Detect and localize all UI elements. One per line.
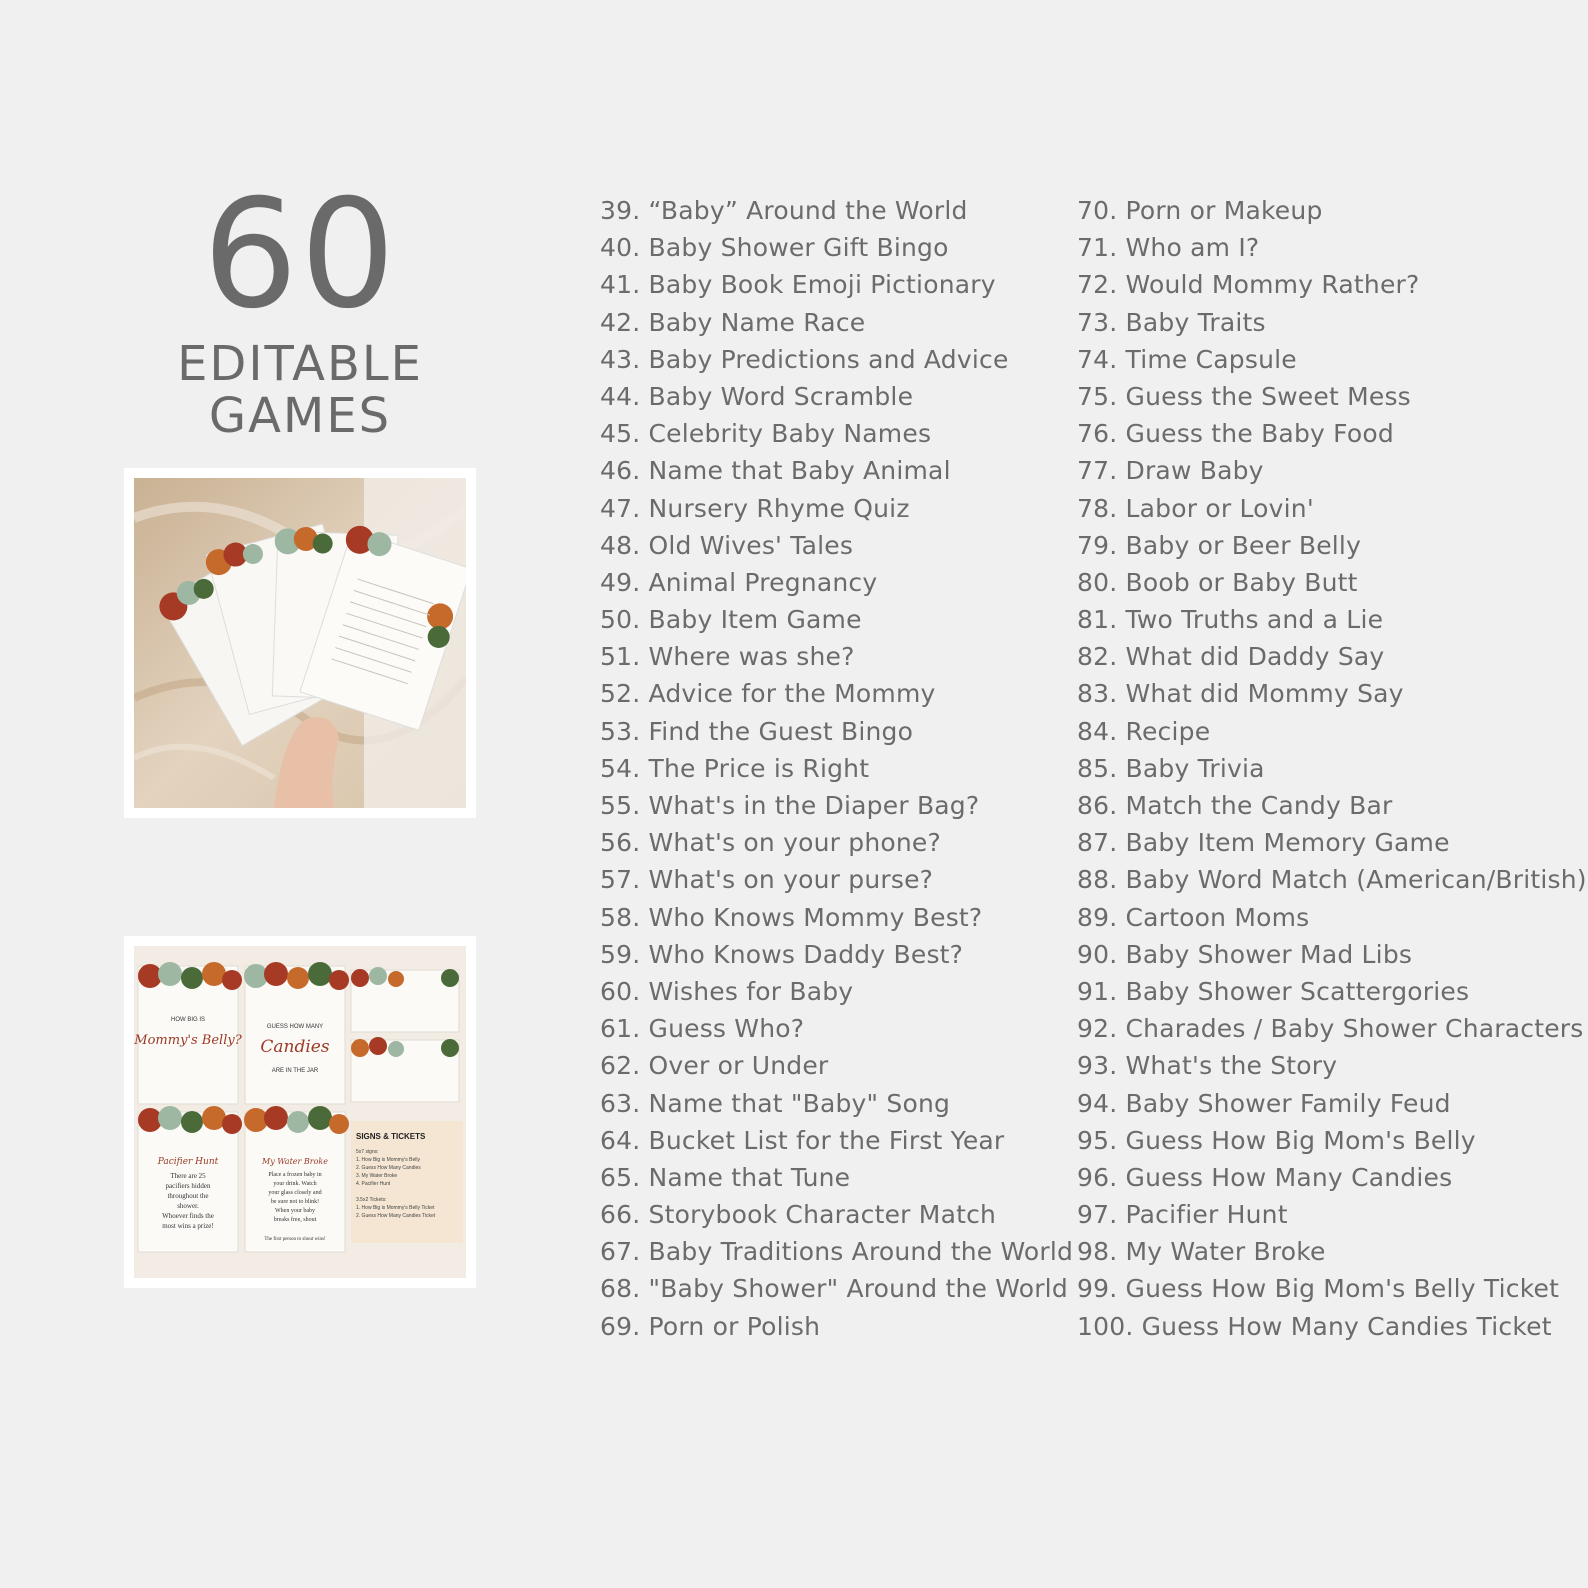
game-list-item: 56. What's on your phone? bbox=[600, 828, 941, 858]
game-list-item: 62. Over or Under bbox=[600, 1051, 829, 1081]
game-list-item: 46. Name that Baby Animal bbox=[600, 456, 951, 486]
game-list-item: 74. Time Capsule bbox=[1077, 344, 1297, 374]
tickets-item: 1. How Big is Mommy's Belly Ticket bbox=[356, 1205, 435, 1211]
game-list-item: 50. Baby Item Game bbox=[600, 605, 862, 635]
water-end-line: The first person to shout wins! bbox=[264, 1237, 326, 1242]
games-list-right bbox=[1077, 192, 1587, 1345]
pacifier-script-text: Pacifier Hunt bbox=[157, 1157, 219, 1167]
game-list-item: 94. Baby Shower Family Feud bbox=[1077, 1088, 1451, 1118]
game-list-item: 93. What's the Story bbox=[1077, 1051, 1338, 1081]
game-list-item: 86. Match the Candy Bar bbox=[1077, 791, 1393, 820]
game-list-item: 64. Bucket List for the First Year bbox=[600, 1125, 1005, 1155]
game-list-item: 39. “Baby” Around the World bbox=[600, 196, 968, 225]
game-list-item: 65. Name that Tune bbox=[600, 1162, 851, 1192]
game-list-item: 91. Baby Shower Scattergories bbox=[1077, 976, 1470, 1006]
signs-title: SIGNS & TICKETS bbox=[356, 1132, 426, 1141]
game-list-item: 71. Who am I? bbox=[1077, 233, 1260, 263]
signs-tickets-preview-image bbox=[134, 946, 466, 1278]
hero-subtitle: EDITABLE GAMES bbox=[177, 336, 423, 444]
pacifier-line: Whoever finds the bbox=[162, 1212, 214, 1220]
candies-script-text: Candies bbox=[260, 1037, 330, 1057]
game-list-item: 98. My Water Broke bbox=[1077, 1237, 1326, 1267]
water-line: your glass closely and bbox=[268, 1190, 322, 1196]
game-list-item: 61. Guess Who? bbox=[600, 1014, 805, 1044]
signs-item: 2. Guess How Many Candies bbox=[356, 1165, 421, 1171]
game-list-item: 96. Guess How Many Candies bbox=[1077, 1162, 1453, 1192]
game-list-item: 43. Baby Predictions and Advice bbox=[600, 344, 1009, 374]
belly-top-text: HOW BIG IS bbox=[170, 1017, 206, 1023]
signs-item: 1. How Big is Mommy's Belly bbox=[356, 1157, 421, 1163]
game-list-item: 60. Wishes for Baby bbox=[600, 976, 854, 1006]
game-list-item: 72. Would Mommy Rather? bbox=[1077, 270, 1420, 300]
game-list-item: 95. Guess How Big Mom's Belly bbox=[1077, 1125, 1476, 1155]
game-list-item: 92. Charades / Baby Shower Characters bbox=[1077, 1014, 1584, 1044]
water-line: be sure not to blink! bbox=[270, 1199, 320, 1205]
game-list-item: 59. Who Knows Daddy Best? bbox=[600, 939, 964, 969]
game-list-item: 76. Guess the Baby Food bbox=[1077, 419, 1394, 449]
game-list-item: 84. Recipe bbox=[1077, 716, 1211, 746]
game-list-item: 57. What's on your purse? bbox=[600, 865, 934, 895]
game-list-item: 79. Baby or Beer Belly bbox=[1077, 530, 1362, 560]
game-list-item: 53. Find the Guest Bingo bbox=[600, 716, 914, 746]
game-list-item: 68. "Baby Shower" Around the World bbox=[600, 1274, 1068, 1304]
game-list-item: 99. Guess How Big Mom's Belly Ticket bbox=[1077, 1274, 1560, 1304]
water-script-text: My Water Broke bbox=[262, 1157, 328, 1166]
game-list-item: 85. Baby Trivia bbox=[1077, 753, 1265, 783]
game-list-item: 80. Boob or Baby Butt bbox=[1077, 567, 1358, 597]
game-list-item: 90. Baby Shower Mad Libs bbox=[1077, 939, 1413, 969]
game-list-item: 45. Celebrity Baby Names bbox=[600, 419, 932, 449]
game-list-item: 69. Porn or Polish bbox=[600, 1311, 821, 1341]
pacifier-line: pacifiers hidden bbox=[165, 1182, 211, 1190]
signs-item: 4. Pacifier Hunt bbox=[356, 1181, 391, 1187]
game-list-item: 88. Baby Word Match (American/British) bbox=[1077, 865, 1587, 895]
hero-number: 60 bbox=[202, 168, 398, 342]
game-list-item: 87. Baby Item Memory Game bbox=[1077, 828, 1450, 858]
candies-bottom-text: ARE IN THE JAR bbox=[271, 1068, 319, 1074]
game-list-item: 66. Storybook Character Match bbox=[600, 1200, 997, 1230]
game-list-item: 100. Guess How Many Candies Ticket bbox=[1077, 1311, 1552, 1341]
game-list-item: 55. What's in the Diaper Bag? bbox=[600, 791, 980, 820]
water-line: Place a frozen baby in bbox=[268, 1172, 322, 1178]
water-line: your drink. Watch bbox=[273, 1181, 317, 1187]
water-line: When your baby bbox=[275, 1208, 315, 1214]
pacifier-line: throughout the bbox=[167, 1192, 209, 1200]
game-list-item: 70. Porn or Makeup bbox=[1077, 196, 1323, 225]
game-list-item: 81. Two Truths and a Lie bbox=[1077, 605, 1384, 635]
games-list-left bbox=[600, 192, 1073, 1345]
pacifier-line: shower. bbox=[177, 1202, 199, 1210]
game-list-item: 77. Draw Baby bbox=[1077, 456, 1264, 486]
game-list-item: 47. Nursery Rhyme Quiz bbox=[600, 493, 910, 523]
game-list-item: 52. Advice for the Mommy bbox=[600, 679, 936, 709]
game-list-item: 73. Baby Traits bbox=[1077, 307, 1266, 337]
game-list-item: 83. What did Mommy Say bbox=[1077, 679, 1404, 709]
game-list-item: 97. Pacifier Hunt bbox=[1077, 1200, 1288, 1230]
pacifier-line: There are 25 bbox=[170, 1172, 206, 1180]
tickets-item: 2. Guess How Many Candies Ticket bbox=[356, 1213, 436, 1219]
game-list-item: 67. Baby Traditions Around the World bbox=[600, 1237, 1074, 1267]
product-preview-signs bbox=[124, 936, 476, 1288]
game-list-item: 48. Old Wives' Tales bbox=[600, 530, 854, 560]
hand-holding-cards-image bbox=[134, 478, 466, 808]
game-list-item: 49. Animal Pregnancy bbox=[600, 567, 878, 597]
game-list-item: 89. Cartoon Moms bbox=[1077, 902, 1310, 932]
game-list-item: 78. Labor or Lovin' bbox=[1077, 493, 1314, 523]
game-list-item: 75. Guess the Sweet Mess bbox=[1077, 381, 1411, 411]
game-list-item: 51. Where was she? bbox=[600, 642, 855, 672]
game-list-item: 54. The Price is Right bbox=[600, 753, 870, 783]
product-photo-cards bbox=[124, 468, 476, 818]
game-list-item: 41. Baby Book Emoji Pictionary bbox=[600, 270, 996, 300]
water-line: breaks free, shout bbox=[273, 1217, 317, 1223]
game-list-item: 42. Baby Name Race bbox=[600, 307, 866, 337]
signs-sub: 5x7 signs: bbox=[356, 1149, 379, 1155]
game-list-item: 40. Baby Shower Gift Bingo bbox=[600, 233, 949, 263]
candies-top-text: GUESS HOW MANY bbox=[266, 1024, 324, 1030]
belly-script-text: Mommy's Belly? bbox=[134, 1033, 242, 1048]
game-list-item: 63. Name that "Baby" Song bbox=[600, 1088, 951, 1118]
pacifier-line: most wins a prize! bbox=[162, 1222, 214, 1230]
game-list-item: 44. Baby Word Scramble bbox=[600, 381, 914, 411]
game-list-item: 58. Who Knows Mommy Best? bbox=[600, 902, 983, 932]
tickets-sub: 3.5x2 Tickets: bbox=[356, 1197, 387, 1203]
signs-item: 3. My Water Broke bbox=[356, 1173, 398, 1179]
game-list-item: 82. What did Daddy Say bbox=[1077, 642, 1385, 672]
